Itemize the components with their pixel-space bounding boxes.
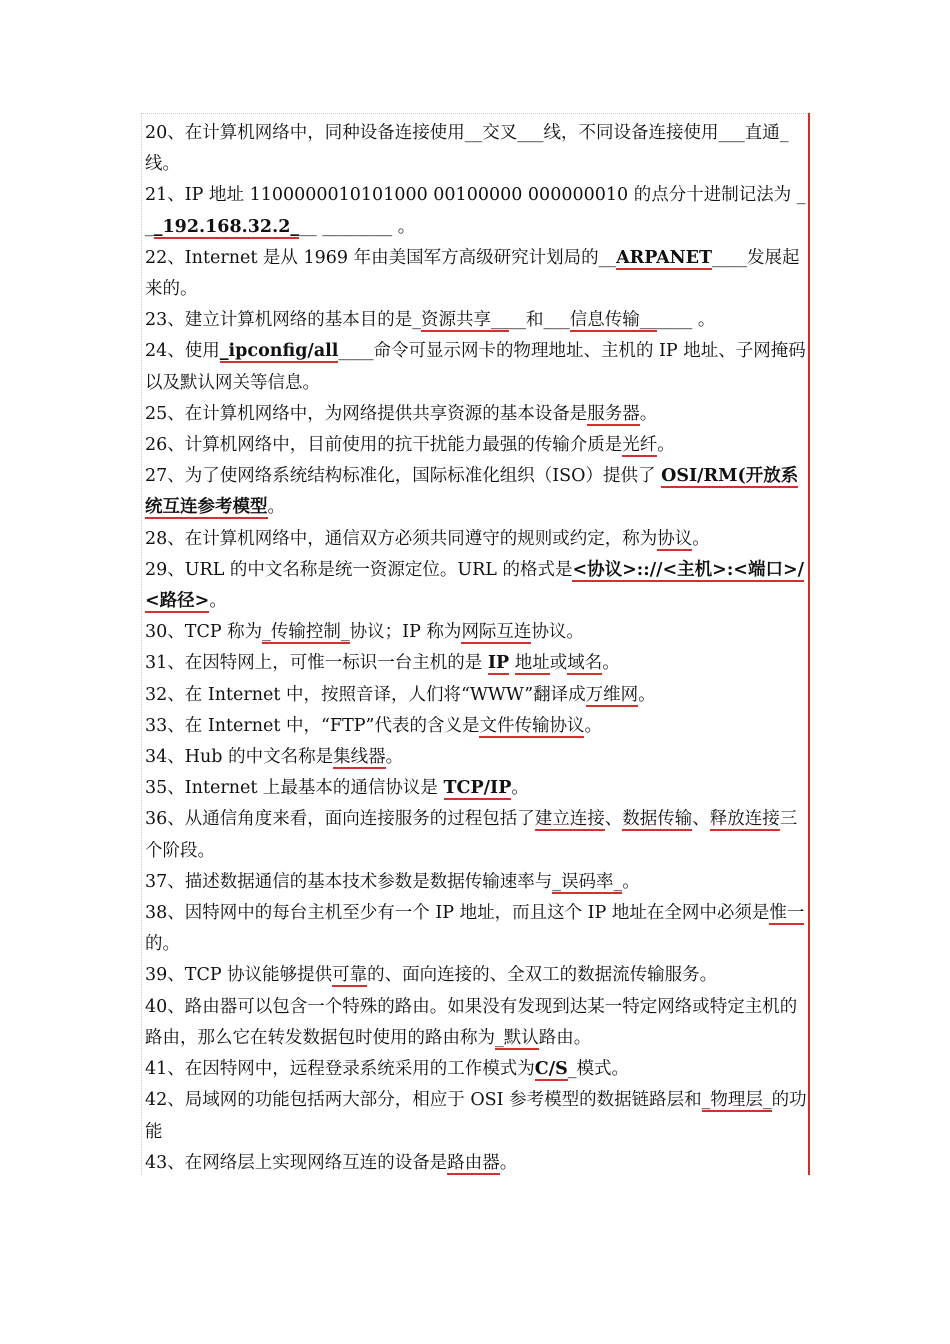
table-left-border	[141, 113, 142, 1175]
answer-text: _传输控制_	[262, 622, 350, 643]
question-list	[145, 118, 808, 1179]
question-text: __和___	[508, 310, 570, 331]
question-text: 26、计算机网络中，目前使用的抗干扰能力最强的传输介质是	[145, 435, 623, 456]
question-text: 21、IP 地址 1100000010101000 00100000 000000010 的点分十进制记法为 __	[145, 185, 806, 237]
question-item	[145, 243, 808, 305]
answer-text: 建立连接	[534, 809, 605, 830]
question-text: 22、Internet 是从 1969 年由美国军方高级研究计划局的__	[145, 247, 617, 268]
question-text: 。	[267, 497, 285, 518]
question-item	[145, 430, 808, 461]
answer-text: 文件传输协议	[479, 715, 585, 736]
question-text: 24、使用	[145, 341, 220, 362]
question-text: 29、URL 的中文名称是统一资源定位。URL 的格式是	[145, 559, 573, 580]
question-item	[145, 305, 808, 336]
answer-text: <协议>:://<主机>:<端口>/<路径>	[145, 559, 805, 612]
question-item	[145, 742, 808, 773]
question-text: ____命令可显示网卡的物理地址、主机的 IP 地址、子网掩码以及默认网关等信息。	[145, 341, 806, 393]
question-item	[145, 992, 808, 1054]
question-item	[145, 461, 808, 523]
question-text: 28、在计算机网络中，通信双方必须共同遵守的规则或约定，称为	[145, 528, 658, 549]
question-text: ____发展起来的。	[145, 247, 800, 300]
answer-text: 地址	[514, 653, 550, 674]
question-text: 。	[209, 591, 227, 612]
question-text: 34、Hub 的中文名称是	[145, 747, 334, 768]
answer-text: 协议	[657, 528, 693, 549]
answer-text: 服务器	[587, 403, 640, 424]
answer-text: _ipconfig/all	[219, 341, 339, 362]
question-text: 41、在因特网中，远程登录系统采用的工作模式为	[145, 1059, 535, 1080]
answer-text: 释放连接	[709, 809, 780, 830]
table-top-border	[141, 113, 810, 114]
question-item	[145, 680, 808, 711]
answer-text: 资源共享__	[421, 310, 509, 331]
question-item	[145, 648, 808, 679]
question-text: 43、在网络层上实现网络互连的设备是	[145, 1152, 448, 1173]
question-text: 。	[638, 684, 656, 705]
question-text: ____ 。	[657, 310, 716, 331]
question-item	[145, 524, 808, 555]
answer-text: IP	[487, 653, 510, 674]
question-text: 36、从通信角度来看，面向连接服务的过程包括了	[145, 809, 535, 830]
question-item	[145, 336, 808, 398]
question-text: 。	[511, 778, 529, 799]
question-text: 三个阶段。	[145, 809, 798, 861]
question-item	[145, 711, 808, 742]
answer-text: 光纤	[622, 435, 658, 456]
answer-text: _物理层_	[701, 1090, 772, 1111]
answer-text: TCP/IP	[443, 778, 512, 799]
question-text: 。	[657, 435, 675, 456]
question-text: 的、面向连接的、全双工的数据流传输服务。	[367, 965, 718, 986]
question-text: 。	[639, 403, 658, 424]
question-text: 。	[385, 747, 404, 768]
question-text: 协议。	[531, 622, 584, 643]
question-text: 路由。	[538, 1027, 592, 1048]
answer-text: ARPANET	[616, 247, 713, 268]
question-text: 20、在计算机网络中，同种设备连接使用__交叉___线，不同设备连接使用___直通_线。	[145, 123, 789, 175]
answer-text: C/S	[534, 1059, 568, 1080]
question-item	[145, 617, 808, 648]
answer-text: _192.168.32.2_	[153, 216, 300, 237]
question-text: 。	[584, 715, 602, 736]
answer-text: 集线器	[333, 747, 386, 768]
question-item	[145, 1085, 808, 1147]
answer-text: 信息传输__	[569, 310, 658, 331]
question-text: 30、TCP 称为	[145, 622, 263, 643]
question-text: 37、描述数据通信的基本技术参数是数据传输速率与	[145, 871, 553, 892]
question-text: 协议；IP 称为	[349, 622, 462, 643]
answer-text: 惟一	[769, 903, 805, 924]
question-text: 40、路由器可以包含一个特殊的路由。如果没有发现到达某一特定网络或特定主机的路由，那么它在转发数据包时使用的路由称为	[145, 996, 798, 1048]
answer-text: OSI/RM(开放系统互连参考模型	[145, 466, 799, 518]
question-item	[145, 867, 808, 898]
question-item	[145, 180, 808, 242]
answer-text: _误码率_	[552, 871, 623, 892]
question-text: 的功能	[145, 1090, 807, 1142]
question-text: 25、在计算机网络中，为网络提供共享资源的基本设备是	[145, 403, 588, 424]
question-item	[145, 1054, 808, 1085]
question-item	[145, 1148, 808, 1179]
question-item	[145, 773, 808, 804]
question-item	[145, 118, 808, 180]
question-text: 31、在因特网上，可惟一标识一台主机的是	[145, 653, 488, 674]
answer-text: 万维网	[585, 684, 639, 705]
answer-text: 路由器	[447, 1152, 500, 1173]
question-text: 42、局域网的功能包括两大部分，相应于 OSI 参考模型的数据链路层和	[145, 1090, 702, 1111]
question-item	[145, 960, 808, 991]
question-text	[509, 653, 515, 673]
question-text: 。	[602, 653, 620, 674]
question-text: 27、为了使网络系统结构标准化，国际标准化组织（ISO）提供了	[145, 466, 662, 487]
question-text: 、	[692, 809, 710, 830]
question-text: 32、在 Internet 中，按照音译，人们将“WWW”翻译成	[145, 684, 586, 705]
question-text: __ ________ 。	[299, 216, 416, 237]
question-item	[145, 804, 808, 866]
question-text: 。	[499, 1152, 518, 1173]
answer-text: 数据传输	[622, 809, 693, 830]
answer-text: 可靠	[332, 965, 368, 986]
answer-text: _默认	[495, 1027, 539, 1048]
question-text: 23、建立计算机网络的基本目的是_	[145, 310, 422, 331]
question-text: 。	[622, 871, 640, 892]
question-item	[145, 399, 808, 430]
answer-text: 网际互连	[461, 622, 532, 643]
question-text: 、	[604, 809, 623, 830]
revision-margin-bar	[808, 113, 810, 1175]
question-text: 或	[549, 653, 568, 674]
question-text: 35、Internet 上最基本的通信协议是	[145, 778, 444, 799]
question-text: 的。	[145, 934, 180, 955]
question-text: 。	[692, 528, 710, 549]
question-item	[145, 898, 808, 960]
question-text: _模式。	[567, 1059, 629, 1080]
question-item	[145, 555, 808, 617]
question-text: 33、在 Internet 中，“FTP”代表的含义是	[145, 715, 480, 736]
question-text: 38、因特网中的每台主机至少有一个 IP 地址，而且这个 IP 地址在全网中必须是	[145, 903, 770, 924]
question-text: 39、TCP 协议能够提供	[145, 965, 333, 986]
answer-text: 域名	[567, 653, 603, 674]
